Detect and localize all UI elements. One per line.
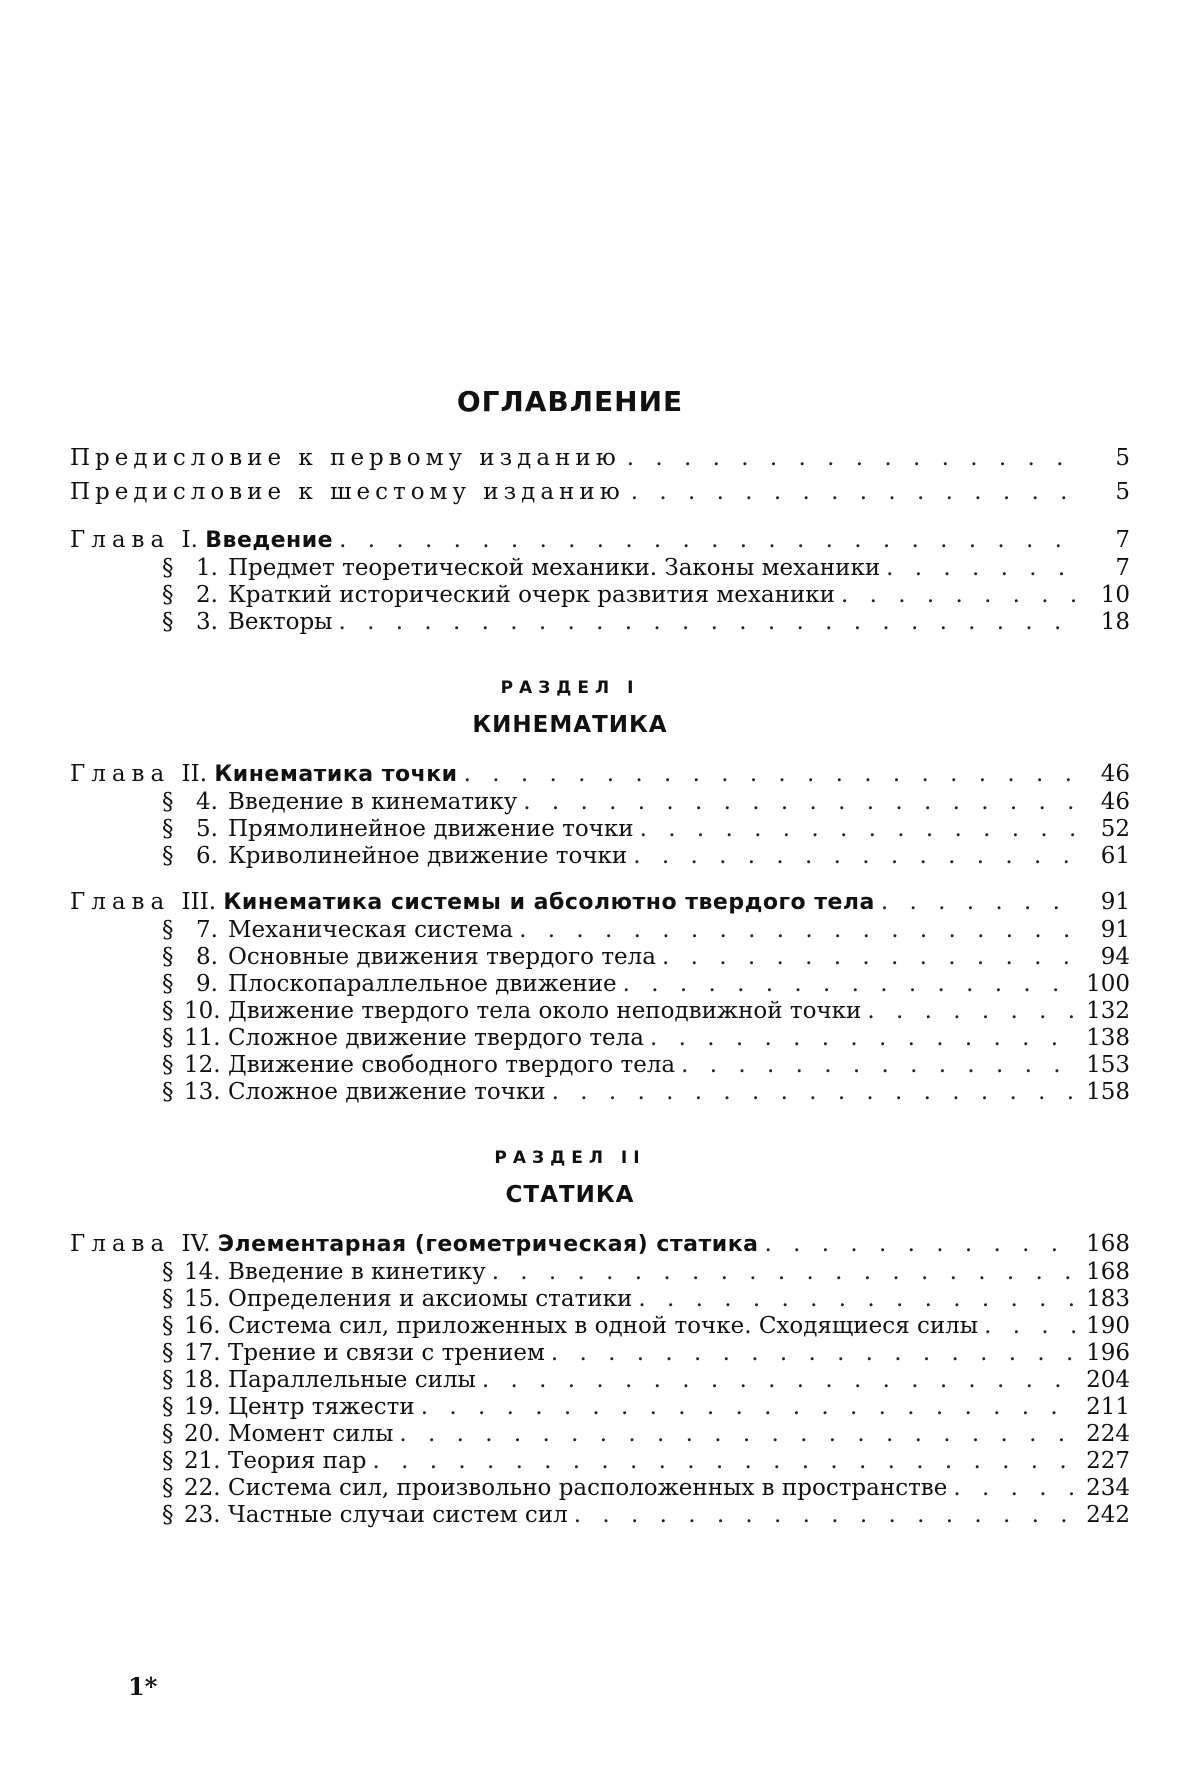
dot-leader [623,971,1078,998]
section-title: Система сил, приложенных в одной точке. Сходящиеся силы [228,1313,979,1339]
section-sign: § [162,789,174,815]
section-sign: § [162,1448,174,1474]
section-page: 52 [1100,816,1130,842]
toc-section[interactable] [70,555,1130,582]
toc-section[interactable] [70,1475,1130,1502]
section-page: 183 [1086,1286,1130,1312]
section-page: 234 [1086,1475,1130,1501]
chapter-word: Глава [70,1231,171,1257]
dot-leader [631,478,1078,506]
section-title: Теория пар [228,1448,367,1474]
section-title: Движение твердого тела около неподвижной точки [228,998,862,1024]
section-page: 100 [1086,971,1130,997]
dot-leader [519,917,1078,944]
section-sign: § [162,609,174,635]
dot-leader [841,582,1078,609]
dot-leader [886,555,1078,582]
toc-chapter-2[interactable] [70,760,1130,789]
section-sign: § [162,971,174,997]
toc-title: ОГЛАВЛЕНИЕ [456,385,684,418]
section-page: 190 [1086,1313,1130,1339]
signature-mark: 1* [128,1672,158,1701]
chapter-num: III. [181,889,217,915]
section-page: 204 [1086,1367,1130,1393]
section-sign: § [162,1079,174,1105]
section-page: 94 [1100,944,1130,970]
part-label: РАЗДЕЛ II [494,1148,646,1168]
section-title: Момент силы [228,1421,394,1447]
section-sign: § [162,1502,174,1528]
toc-section[interactable] [70,816,1130,843]
section-num: 6. [196,843,218,869]
dot-leader [421,1394,1078,1421]
toc-section[interactable] [70,1286,1130,1313]
section-title: Краткий исторический очерк развития механики [228,582,835,608]
toc-section[interactable] [70,1394,1130,1421]
dot-leader [764,1230,1078,1258]
preface-2-page: 5 [1115,479,1130,505]
section-num: 16. [184,1313,221,1339]
section-page: 91 [1100,917,1130,943]
chapter-word: Глава [70,761,171,787]
section-num: 1. [196,555,218,581]
toc-section[interactable] [70,998,1130,1025]
section-num: 23. [184,1502,221,1528]
chapter-title: Кинематика системы и абсолютно твердого тела [223,890,875,915]
dot-leader [881,888,1078,916]
toc-section[interactable] [70,1313,1130,1340]
section-sign: § [162,1259,174,1285]
section-num: 5. [196,816,218,842]
part-label: РАЗДЕЛ I [500,678,640,698]
dot-leader [482,1367,1078,1394]
section-num: 18. [184,1367,221,1393]
chapter-page: 168 [1086,1231,1130,1257]
section-sign: § [162,1340,174,1366]
toc-section[interactable] [70,789,1130,816]
section-sign: § [162,944,174,970]
section-page: 168 [1086,1259,1130,1285]
preface-1-page: 5 [1115,445,1130,471]
section-title: Трение и связи с трением [228,1340,545,1366]
section-title: Система сил, произвольно расположенных в пространстве [228,1475,948,1501]
toc-section[interactable] [70,582,1130,609]
section-page: 158 [1086,1079,1130,1105]
section-page: 46 [1100,789,1130,815]
toc-section[interactable] [70,1421,1130,1448]
chapter-page: 46 [1100,761,1130,787]
section-title: Параллельные силы [228,1367,476,1393]
section-num: 8. [196,944,218,970]
toc-section[interactable] [70,1502,1130,1529]
section-title: Сложное движение точки [228,1079,546,1105]
section-page: 132 [1086,998,1130,1024]
chapter-num: II. [181,761,208,787]
section-sign: § [162,843,174,869]
dot-leader [523,789,1078,816]
chapter-page: 7 [1115,527,1130,553]
section-page: 211 [1086,1394,1130,1420]
section-page: 224 [1086,1421,1130,1447]
toc-section[interactable] [70,1367,1130,1394]
section-page: 138 [1086,1025,1130,1051]
dot-leader [627,444,1078,472]
toc-section[interactable] [70,971,1130,998]
toc-page [70,385,1130,1529]
section-num: 11. [184,1025,221,1051]
chapter-num: I. [181,527,198,553]
section-sign: § [162,582,174,608]
dot-leader [339,526,1078,554]
section-num: 15. [184,1286,221,1312]
section-sign: § [162,816,174,842]
toc-chapter-1[interactable] [70,526,1130,555]
dot-leader [662,944,1078,971]
chapter-title: Введение [205,528,334,553]
section-sign: § [162,917,174,943]
toc-section[interactable] [70,609,1130,636]
section-title: Предмет теоретической механики. Законы механики [228,555,881,581]
section-sign: § [162,1286,174,1312]
toc-section[interactable] [70,1259,1130,1286]
section-num: 4. [196,789,218,815]
dot-leader [372,1448,1078,1475]
section-sign: § [162,1394,174,1420]
section-page: 242 [1086,1502,1130,1528]
section-title: Прямолинейное движение точки [228,816,634,842]
section-num: 10. [184,998,221,1024]
section-num: 7. [196,917,218,943]
section-sign: § [162,1313,174,1339]
section-sign: § [162,1421,174,1447]
section-sign: § [162,998,174,1024]
section-page: 7 [1115,555,1130,581]
toc-section[interactable] [70,944,1130,971]
section-num: 19. [184,1394,221,1420]
section-title: Векторы [228,609,333,635]
chapter-num: IV. [181,1231,211,1257]
toc-chapter-4[interactable] [70,1230,1130,1259]
section-page: 18 [1100,609,1130,635]
toc-section[interactable] [70,917,1130,944]
section-num: 12. [184,1052,221,1078]
section-title: Основные движения твердого тела [228,944,656,970]
dot-leader [638,1286,1078,1313]
dot-leader [867,998,1078,1025]
section-sign: § [162,1052,174,1078]
preface-2-label: Предисловие к шестому изданию [70,479,625,505]
dot-leader [574,1502,1078,1529]
section-num: 9. [196,971,218,997]
section-page: 10 [1100,582,1130,608]
dot-leader [640,816,1078,843]
section-num: 17. [184,1340,221,1366]
section-num: 21. [184,1448,221,1474]
chapter-word: Глава [70,889,171,915]
section-num: 2. [196,582,218,608]
chapter-word: Глава [70,527,171,553]
dot-leader [551,1340,1078,1367]
section-page: 227 [1086,1448,1130,1474]
section-num: 20. [184,1421,221,1447]
toc-entry-preface-1[interactable] [70,444,1130,472]
section-sign: § [162,1025,174,1051]
toc-entry-preface-2[interactable] [70,478,1130,506]
section-title: Введение в кинетику [228,1259,486,1285]
dot-leader [650,1025,1078,1052]
section-title: Движение свободного твердого тела [228,1052,676,1078]
toc-section[interactable] [70,843,1130,870]
part-2-header [70,1148,1130,1208]
toc-section[interactable] [70,1340,1130,1367]
section-num: 3. [196,609,218,635]
preface-1-label: Предисловие к первому изданию [70,445,621,471]
section-title: Частные случаи систем сил [228,1502,568,1528]
section-title: Механическая система [228,917,514,943]
section-title: Определения и аксиомы статики [228,1286,633,1312]
chapter-page: 91 [1100,889,1130,915]
dot-leader [633,843,1078,870]
part-name: СТАТИКА [505,1182,635,1208]
section-sign: § [162,555,174,581]
section-sign: § [162,1475,174,1501]
toc-chapter-3[interactable] [70,888,1130,917]
dot-leader [681,1052,1078,1079]
dot-leader [953,1475,1078,1502]
section-page: 196 [1086,1340,1130,1366]
chapter-title: Элементарная (геометрическая) статика [217,1232,759,1257]
part-1-header [70,678,1130,738]
section-num: 22. [184,1475,221,1501]
section-title: Сложное движение твердого тела [228,1025,644,1051]
dot-leader [492,1259,1078,1286]
section-title: Плоскопараллельное движение [228,971,617,997]
toc-section[interactable] [70,1079,1130,1106]
part-name: КИНЕМАТИКА [472,712,668,738]
section-sign: § [162,1367,174,1393]
dot-leader [552,1079,1078,1106]
toc-section[interactable] [70,1025,1130,1052]
section-title: Введение в кинематику [228,789,518,815]
dot-leader [464,760,1078,788]
section-page: 61 [1100,843,1130,869]
toc-section[interactable] [70,1448,1130,1475]
section-title: Центр тяжести [228,1394,415,1420]
section-title: Криволинейное движение точки [228,843,628,869]
chapter-title: Кинематика точки [214,762,458,787]
dot-leader [399,1421,1078,1448]
section-page: 153 [1086,1052,1130,1078]
toc-section[interactable] [70,1052,1130,1079]
section-num: 14. [184,1259,221,1285]
section-num: 13. [184,1079,221,1105]
dot-leader [984,1313,1078,1340]
dot-leader [339,609,1079,636]
